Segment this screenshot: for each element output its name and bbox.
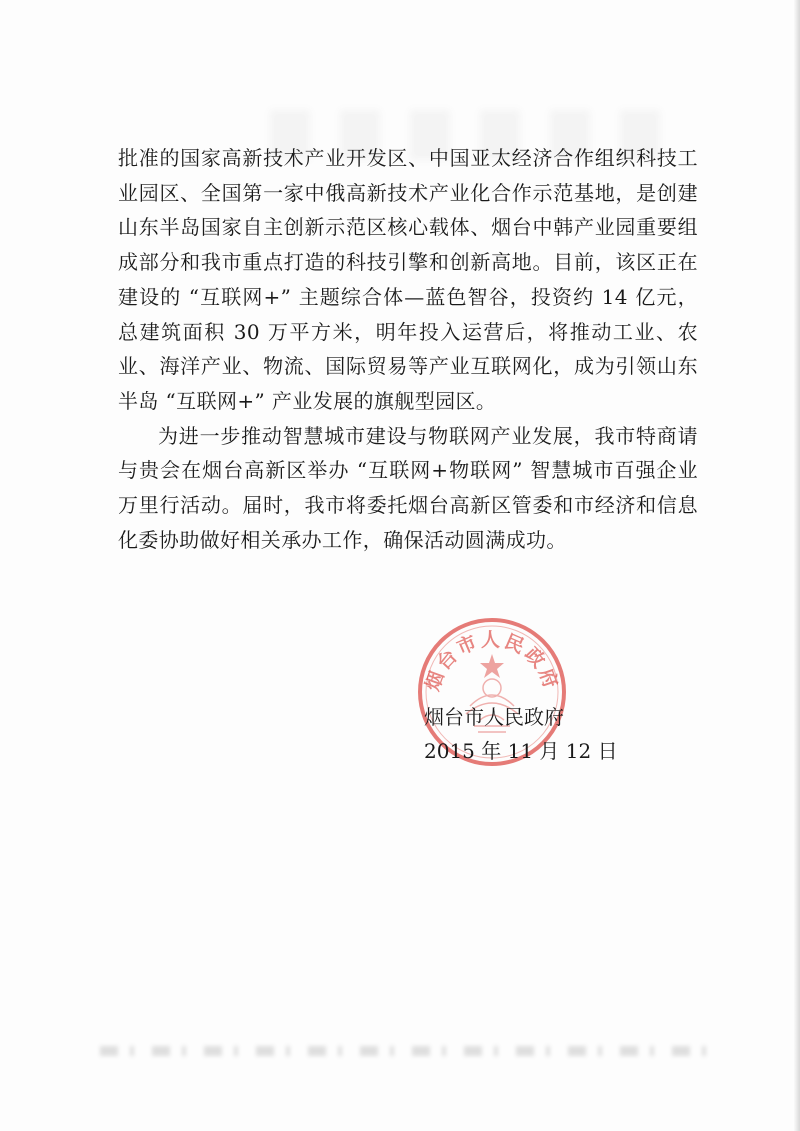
body-paragraph: 批准的国家高新技术产业开发区、中国亚太经济合作组织科技工业园区、全国第一家中俄高新技术产业化合作示范基地，是创建山东半岛国家自主创新示范区核心载体、烟台中韩产业园重要组成部分和我市重点打造的科技引擎和创新高地。目前，该区正在建设的 “互联网+” 主题综合体—蓝色智谷，投资约 14 亿元，总建筑面积 30 万平方米，明年投入运营后，将推动工业、农业、海洋产业、物流、国际贸易等产业互联网化，成为引领山东半岛 “互联网+” 产业发展的旗舰型园区。 <box>118 146 698 413</box>
signature-block <box>400 700 630 768</box>
signing-date: 2015 年 11 月 12 日 <box>424 739 618 763</box>
svg-text:烟台市人民政府: 烟台市人民政府 <box>421 629 563 694</box>
body-paragraph: 为进一步推动智慧城市建设与物联网产业发展，我市特商请与贵会在烟台高新区举办 “互联网+物联网” 智慧城市百强企业万里行活动。届时，我市将委托烟台高新区管委和市经济和信息化委协助做好相关承办工作，确保活动圆满成功。 <box>118 423 698 552</box>
signing-organization: 烟台市人民政府 <box>424 705 564 729</box>
scan-artifact-band <box>100 1046 710 1056</box>
letter-body <box>118 141 698 557</box>
page-edge-shadow <box>794 0 800 1131</box>
